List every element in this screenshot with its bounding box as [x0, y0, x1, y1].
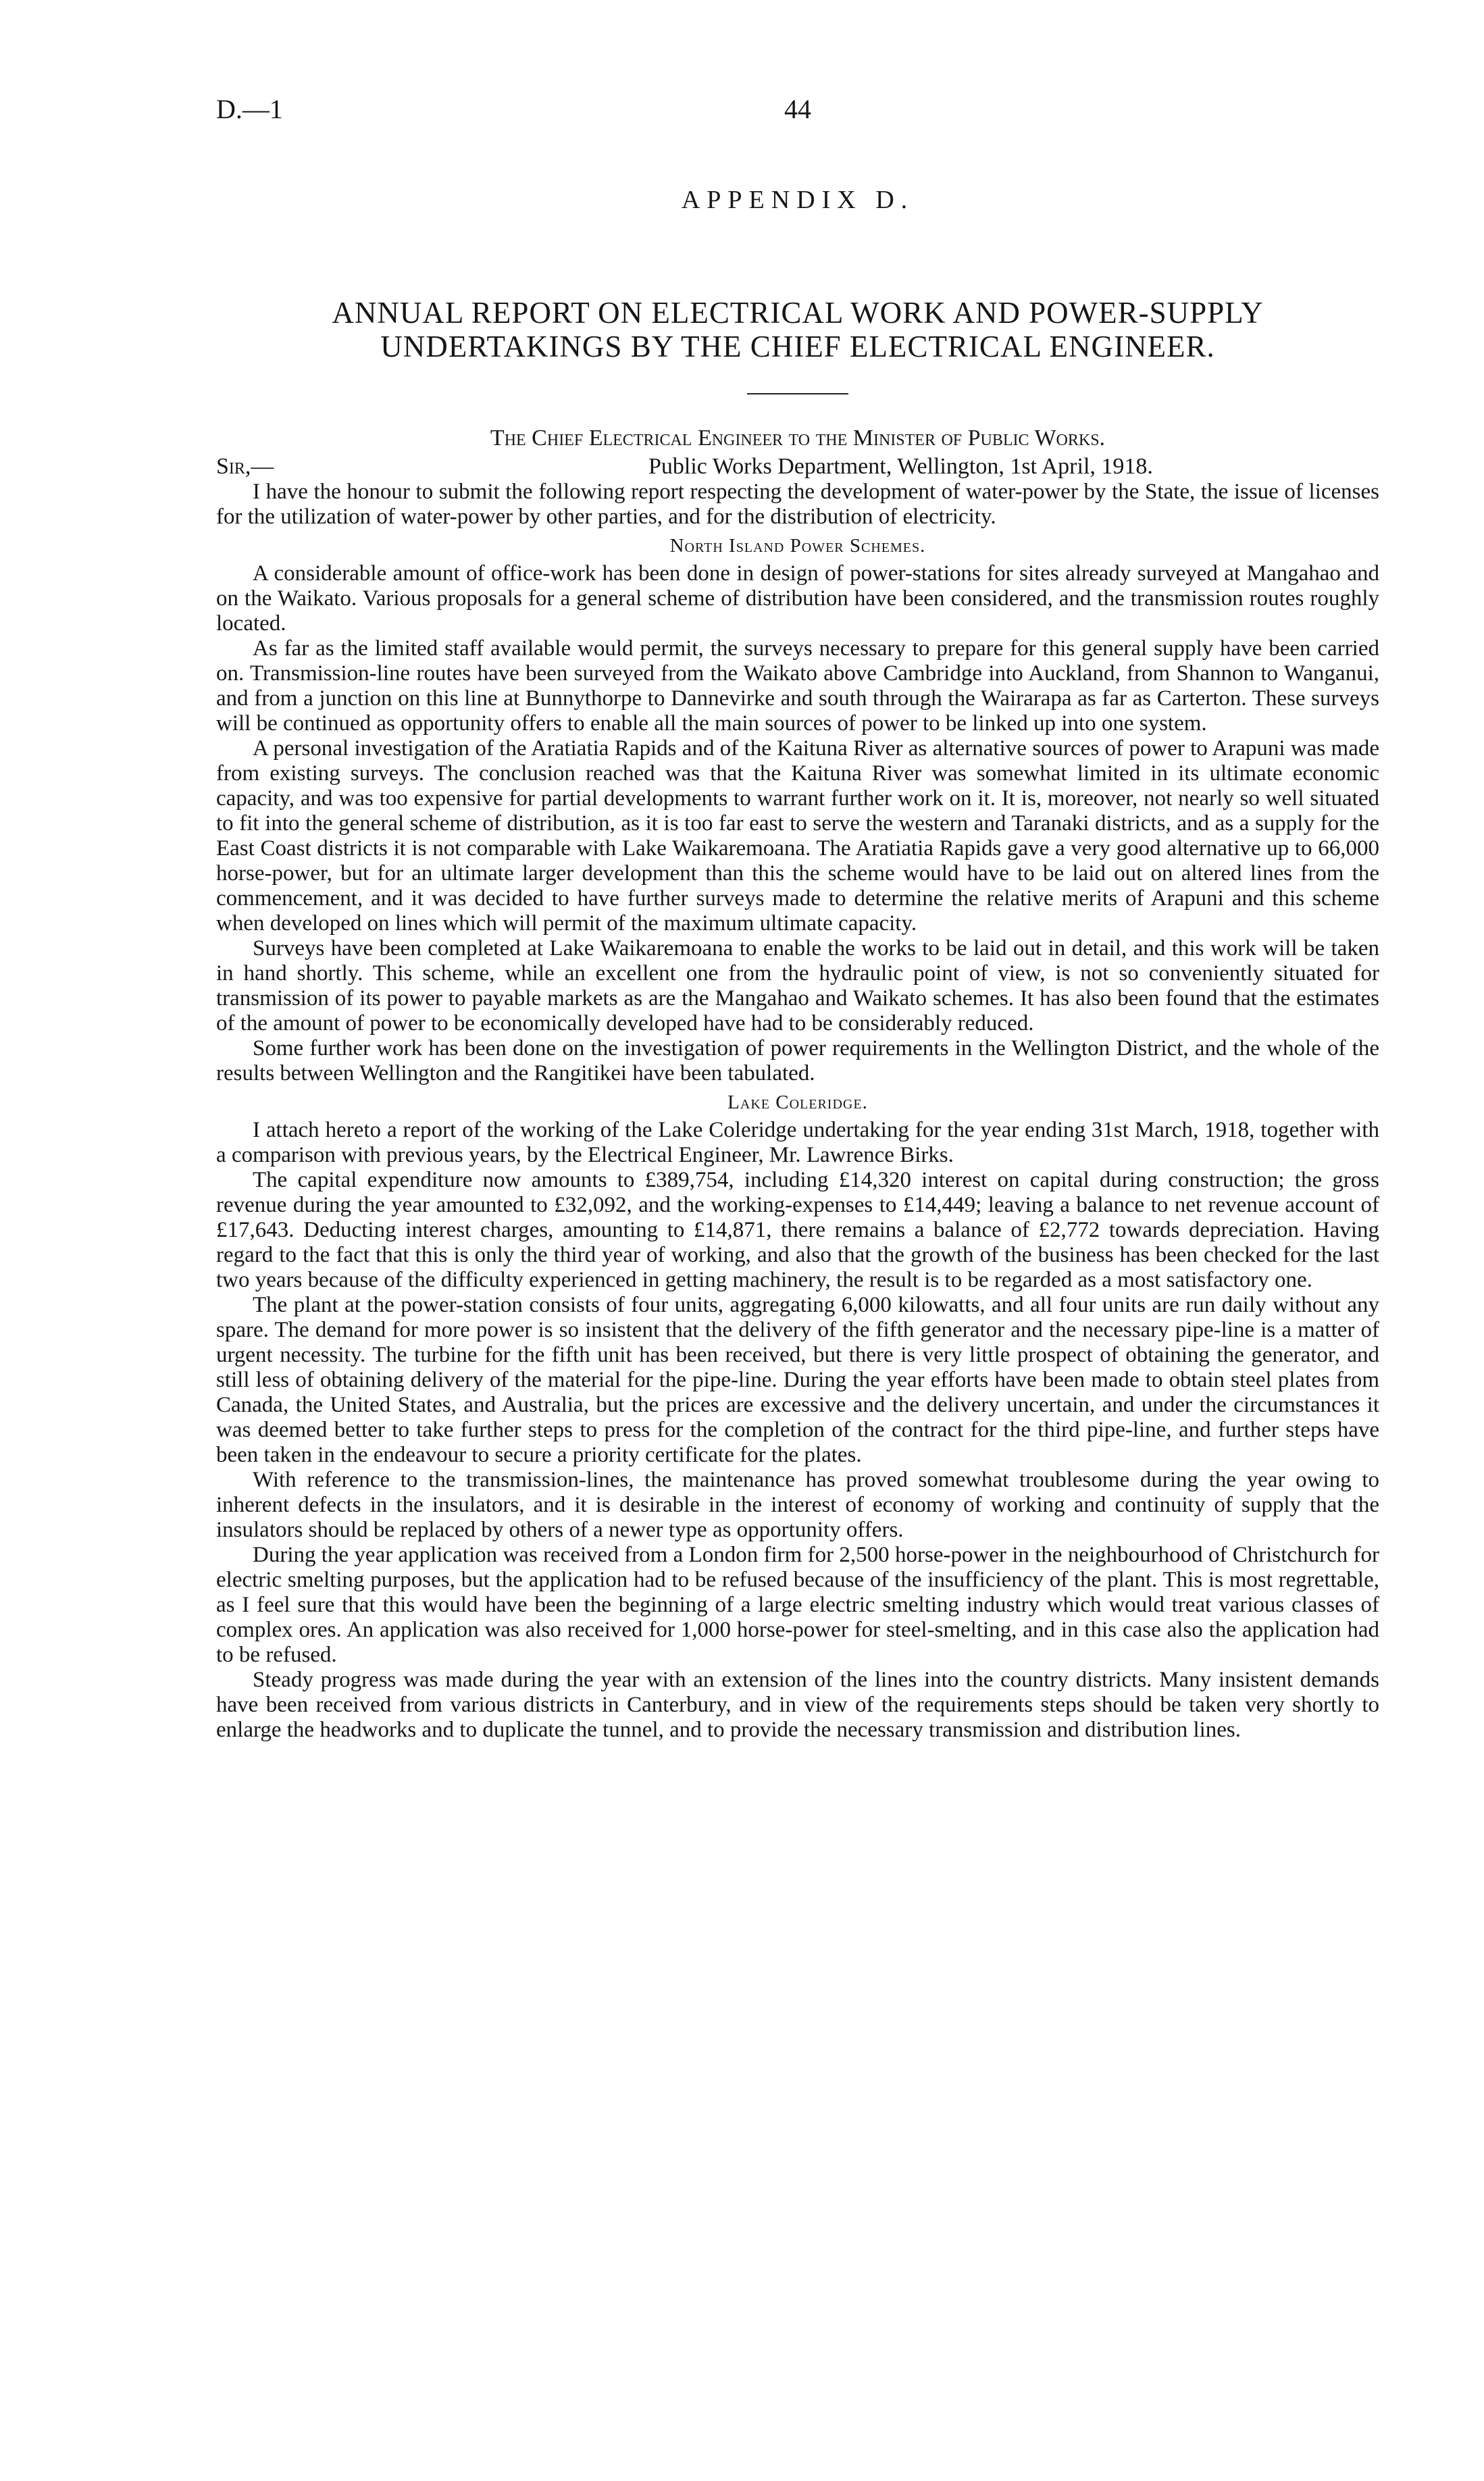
paragraph: The plant at the power-station consists of four units, aggregating 6,000 kilowatts, and all four units are run daily without any spare. The demand for more power is so insistent that the delivery of the fifth generator and the necessary pipe-line is a matter of urgent necessity. The turbine for the fifth unit has been received, but there is very little prospect of obtaining the generator, and still less of obtaining delivery of the material for the pipe-line. During the year efforts have been made to obtain steel plates from Canada, the United States, and Australia, but the prices are excessive and the delivery uncertain, and under the circumstances it was deemed better to take further steps to press for the completion of the contract for the third pipe-line, and further steps have been taken in the endeavour to secure a priority certificate for the plates. [216, 1293, 1379, 1467]
intro-paragraph: I have the honour to submit the following report respecting the development of water-power by the State, the issue of licenses for the utilization of water-power by other parties, and for the distribution of electricity. [216, 480, 1379, 529]
paragraph: Surveys have been completed at Lake Waikaremoana to enable the works to be laid out in detail, and this work will be taken in hand shortly. This scheme, while an excellent one from the hydraulic point of view, is not so conveniently situated for transmission of its power to payable markets as are the Mangahao and Waikato schemes. It has also been found that the estimates of the amount of power to be economically developed have had to be considerably reduced. [216, 936, 1379, 1035]
dateline: Public Works Department, Wellington, 1st April, 1918. [648, 454, 1153, 479]
paragraph: As far as the limited staff available would permit, the surveys necessary to prepare for this general supply have been carried on. Transmission-line routes have been surveyed from the Waikato above Cambridge into Auckland, from Shannon to Wanganui, and from a junction on this line at Bunnythorpe to Dannevirke and south through the Wairarapa as far as Carterton. These surveys will be continued as opportunity offers to enable all the main sources of power to be linked up into one system. [216, 636, 1379, 736]
paragraph: During the year application was received from a London firm for 2,500 horse-power in the neighbourhood of Christchurch for electric smelting purposes, but the application had to be refused because of the insufficiency of the plant. This is most regrettable, as I feel sure that this would have been the beginning of a large electric smelting industry which would treat various classes of complex ores. An application was also received for 1,000 horse-power for steel-smelting, and in this case also the application had to be refused. [216, 1543, 1379, 1667]
letter-heading: The Chief Electrical Engineer to the Minister of Public Works. [490, 426, 1106, 451]
paragraph: Steady progress was made during the year with an extension of the lines into the country districts. Many insistent demands have been received from various districts in Canterbury, and in view of the requirements steps should be taken very shortly to enlarge the headworks and to duplicate the tunnel, and to provide the necessary transmission and distribution lines. [216, 1668, 1379, 1742]
paragraph: With reference to the transmission-lines, the maintenance has proved somewhat troublesome during the year owing to inherent defects in the insulators, and it is desirable in the interest of economy of working and continuity of supply that the insulators should be replaced by others of a newer type as opportunity offers. [216, 1468, 1379, 1542]
paragraph: Some further work has been done on the investigation of power requirements in the Wellington District, and the whole of the results between Wellington and the Rangitikei have been tabulated. [216, 1036, 1379, 1085]
running-head [216, 93, 1379, 136]
paragraph: I attach hereto a report of the working of the Lake Coleridge undertaking for the year ending 31st March, 1918, together with a comparison with previous years, by the Electrical Engineer, Mr. Lawrence Birks. [216, 1118, 1379, 1167]
paragraph: A personal investigation of the Aratiatia Rapids and of the Kaituna River as alternative sources of power to Arapuni was made from existing surveys. The conclusion reached was that the Kaituna River was somewhat limited in its ultimate economic capacity, and was too expensive for partial developments to warrant further work on it. It is, moreover, not nearly so well situated to fit into the general scheme of distribution, as it is too far east to serve the western and Taranaki districts, and as a supply for the East Coast districts it is not comparable with Lake Waikaremoana. The Aratiatia Rapids gave a very good alternative up to 66,000 horse-power, but for an ultimate larger development than this the scheme would have to be laid out on altered lines from the commencement, and it was decided to have further surveys made to determine the relative merits of Arapuni and this scheme when developed on lines which will permit of the maximum ultimate capacity. [216, 736, 1379, 936]
report-title: ANNUAL REPORT ON ELECTRICAL WORK AND POWER-SUPPLY UNDERTAKINGS BY THE CHIEF ELECTRICAL ENGINEER. [332, 296, 1264, 363]
section-heading-lake-coleridge: Lake Coleridge. [727, 1092, 868, 1113]
appendix-title: APPENDIX D. [681, 186, 915, 214]
section-heading-north-island: North Island Power Schemes. [669, 535, 926, 557]
salutation: Sir,— [216, 454, 274, 479]
paragraph: The capital expenditure now amounts to £389,754, including £14,320 interest on capital during construction; the gross revenue during the year amounted to £32,092, and the working-expenses to £14,449; leaving a balance to net revenue account of £17,643. Deducting interest charges, amounting to £14,871, there remains a balance of £2,772 towards depreciation. Having regard to the fact that this is only the third year of working, and also that the growth of the business has been checked for the last two years because of the difficulty experienced in getting machinery, the result is to be regarded as a most satisfactory one. [216, 1168, 1379, 1292]
title-divider [747, 393, 848, 394]
paragraph: A considerable amount of office-work has been done in design of power-stations for sites already surveyed at Mangahao and on the Waikato. Various proposals for a general scheme of distribution have been considered, and the transmission routes roughly located. [216, 561, 1379, 636]
salutation-line [216, 454, 1379, 480]
page-number: 44 [784, 94, 811, 124]
report-body [216, 480, 1379, 1743]
document-reference: D.—1 [216, 94, 283, 124]
